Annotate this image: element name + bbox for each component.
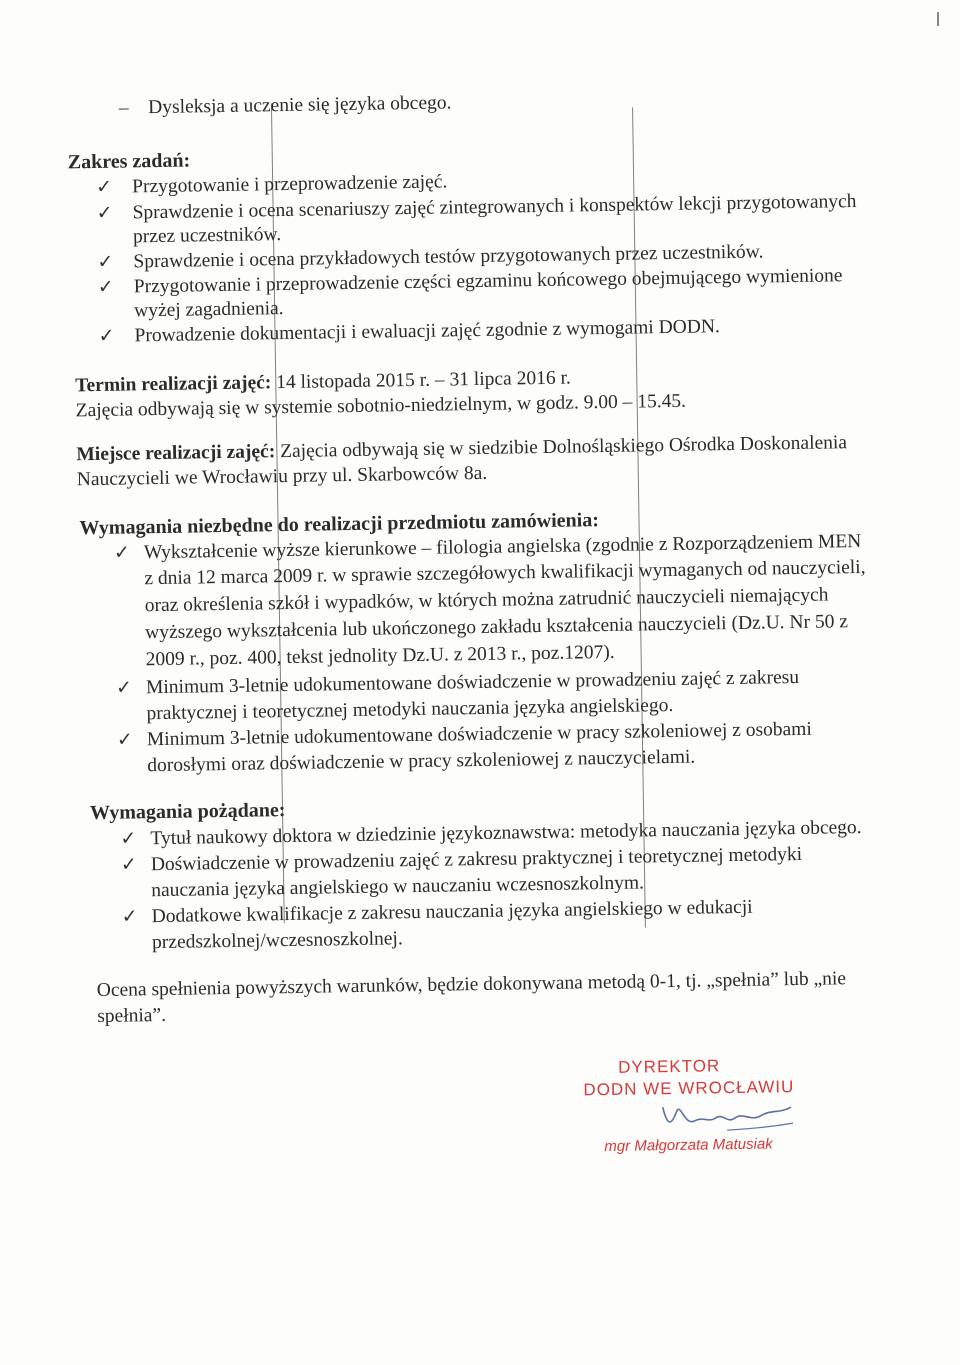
checkmark-icon: ✓ [96,176,113,198]
niezbedne-heading: Wymagania niezbędne do realizacji przedmiotu zamówienia: [79,509,600,540]
checkmark-icon: ✓ [113,542,131,564]
signature-image [657,1095,798,1137]
stamp-signatory: mgr Małgorzata Matusiak [604,1135,773,1156]
pozadane-item-3-cont: przedszkolnej/wczesnoszkolnej. [151,928,403,954]
stamp-title: DYREKTOR [617,1056,721,1077]
termin-label: Termin realizacji zajęć: [75,372,272,397]
checkmark-icon: ✓ [120,854,137,876]
pozadane-item-2-cont: nauczania języka angielskiego w nauczaniu wczesnoszkolnym. [151,872,645,902]
pozadane-item-3: Dodatkowe kwalifikacje z zakresu nauczania języka angielskiego w edukacji [151,896,753,928]
pozadane-item-1: Tytuł naukowy doktora w dziedzinie językoznawstwa: metodyka nauczania języka obcego. [150,817,862,850]
zakres-item-4-cont: wyżej zagadnienia. [133,298,284,322]
checkmark-icon: ✓ [96,202,113,224]
ocena-line2: spełnia”. [97,1004,167,1028]
miejsce-line2: Nauczycieli we Wrocławiu przy ul. Skarbowców 8a. [76,462,488,491]
niezbedne-item-3-cont: dorosłymi oraz doświadczenie w pracy szkoleniowej z nauczycielami. [147,746,696,777]
pozadane-heading: Wymagania pożądane: [89,799,286,825]
checkmark-icon: ✓ [97,251,114,273]
niezbedne-item-1-cont: wyższego wykształcenia lub ukończonego zakładu kształcenia nauczycieli (Dz.U. Nr 50 z [145,611,849,644]
checkmark-icon: ✓ [98,325,115,347]
checkmark-icon: ✓ [120,828,137,850]
zakres-item-5: Prowadzenie dokumentacji i ewaluacji zajęć zgodnie z wymogami DODN. [134,316,720,347]
termin-value: 14 listopada 2015 r. – 31 lipca 2016 r. [276,367,571,394]
niezbedne-item-1-cont: 2009 r., poz. 400, tekst jednolity Dz.U. z 2013 r., poz.1207). [145,641,615,671]
niezbedne-item-2: Minimum 3-letnie udokumentowane doświadczenie w prowadzeniu zajęć z zakresu [145,666,800,699]
ocena-line1: Ocena spełnienia powyższych warunków, będzie dokonywana metodą 0-1, tj. „spełnia” lub „nie [96,968,847,1002]
zakres-item-4: Przygotowanie i przeprowadzenie części egzaminu końcowego obejmującego wymienione [133,265,843,298]
zakres-item-3: Sprawdzenie i ocena przykładowych testów przygotowanych przez uczestników. [133,241,764,273]
niezbedne-item-1: Wykształcenie wyższe kierunkowe – filologia angielska (zgodnie z Rozporządzeniem MEN [143,530,862,564]
miejsce-label: Miejsce realizacji zajęć: [76,441,276,466]
termin-line2: Zajęcia odbywają się w systemie sobotnio-niedzielnym, w godz. 9.00 – 15.45. [75,390,687,422]
niezbedne-item-3: Minimum 3-letnie udokumentowane doświadczenie w pracy szkoleniowej z osobami [146,718,812,751]
checkmark-icon: ✓ [121,906,138,928]
scan-fold-line [632,108,646,928]
checkmark-icon: ✓ [115,677,133,699]
niezbedne-item-2-cont: praktycznej i teoretycznej metodyki nauczania języka angielskiego. [146,694,674,725]
zakres-heading: Zakres zadań: [67,149,191,174]
pozadane-item-2: Doświadczenie w prowadzeniu zajęć z zakresu praktycznej i teoretycznej metodyki [150,843,803,876]
intro-item: – Dysleksja a uczenie się języka obcego. [118,92,452,119]
niezbedne-item-1-cont: oraz określenia szkół i wypadków, w których można zatrudnić nauczycieli niemających [144,584,829,617]
niezbedne-item-1-cont: z dnia 12 marca 2009 r. w sprawie szczegółowych kwalifikacji wymaganych od nauczycieli, [144,556,866,590]
zakres-item-1: Przygotowanie i przeprowadzenie zajęć. [132,171,448,198]
miejsce-value: Zajęcia odbywają się w siedzibie Dolnośląskiego Ośrodka Doskonalenia [279,432,848,463]
zakres-item-2: Sprawdzenie i ocena scenariuszy zajęć zintegrowanych i konspektów lekcji przygotowanych [132,191,857,224]
checkmark-icon: ✓ [97,276,114,298]
zakres-item-2-cont: przez uczestników. [132,224,282,248]
checkmark-icon: ✓ [116,729,133,751]
stamp-institution: DODN WE WROCŁAWIU [583,1077,795,1100]
